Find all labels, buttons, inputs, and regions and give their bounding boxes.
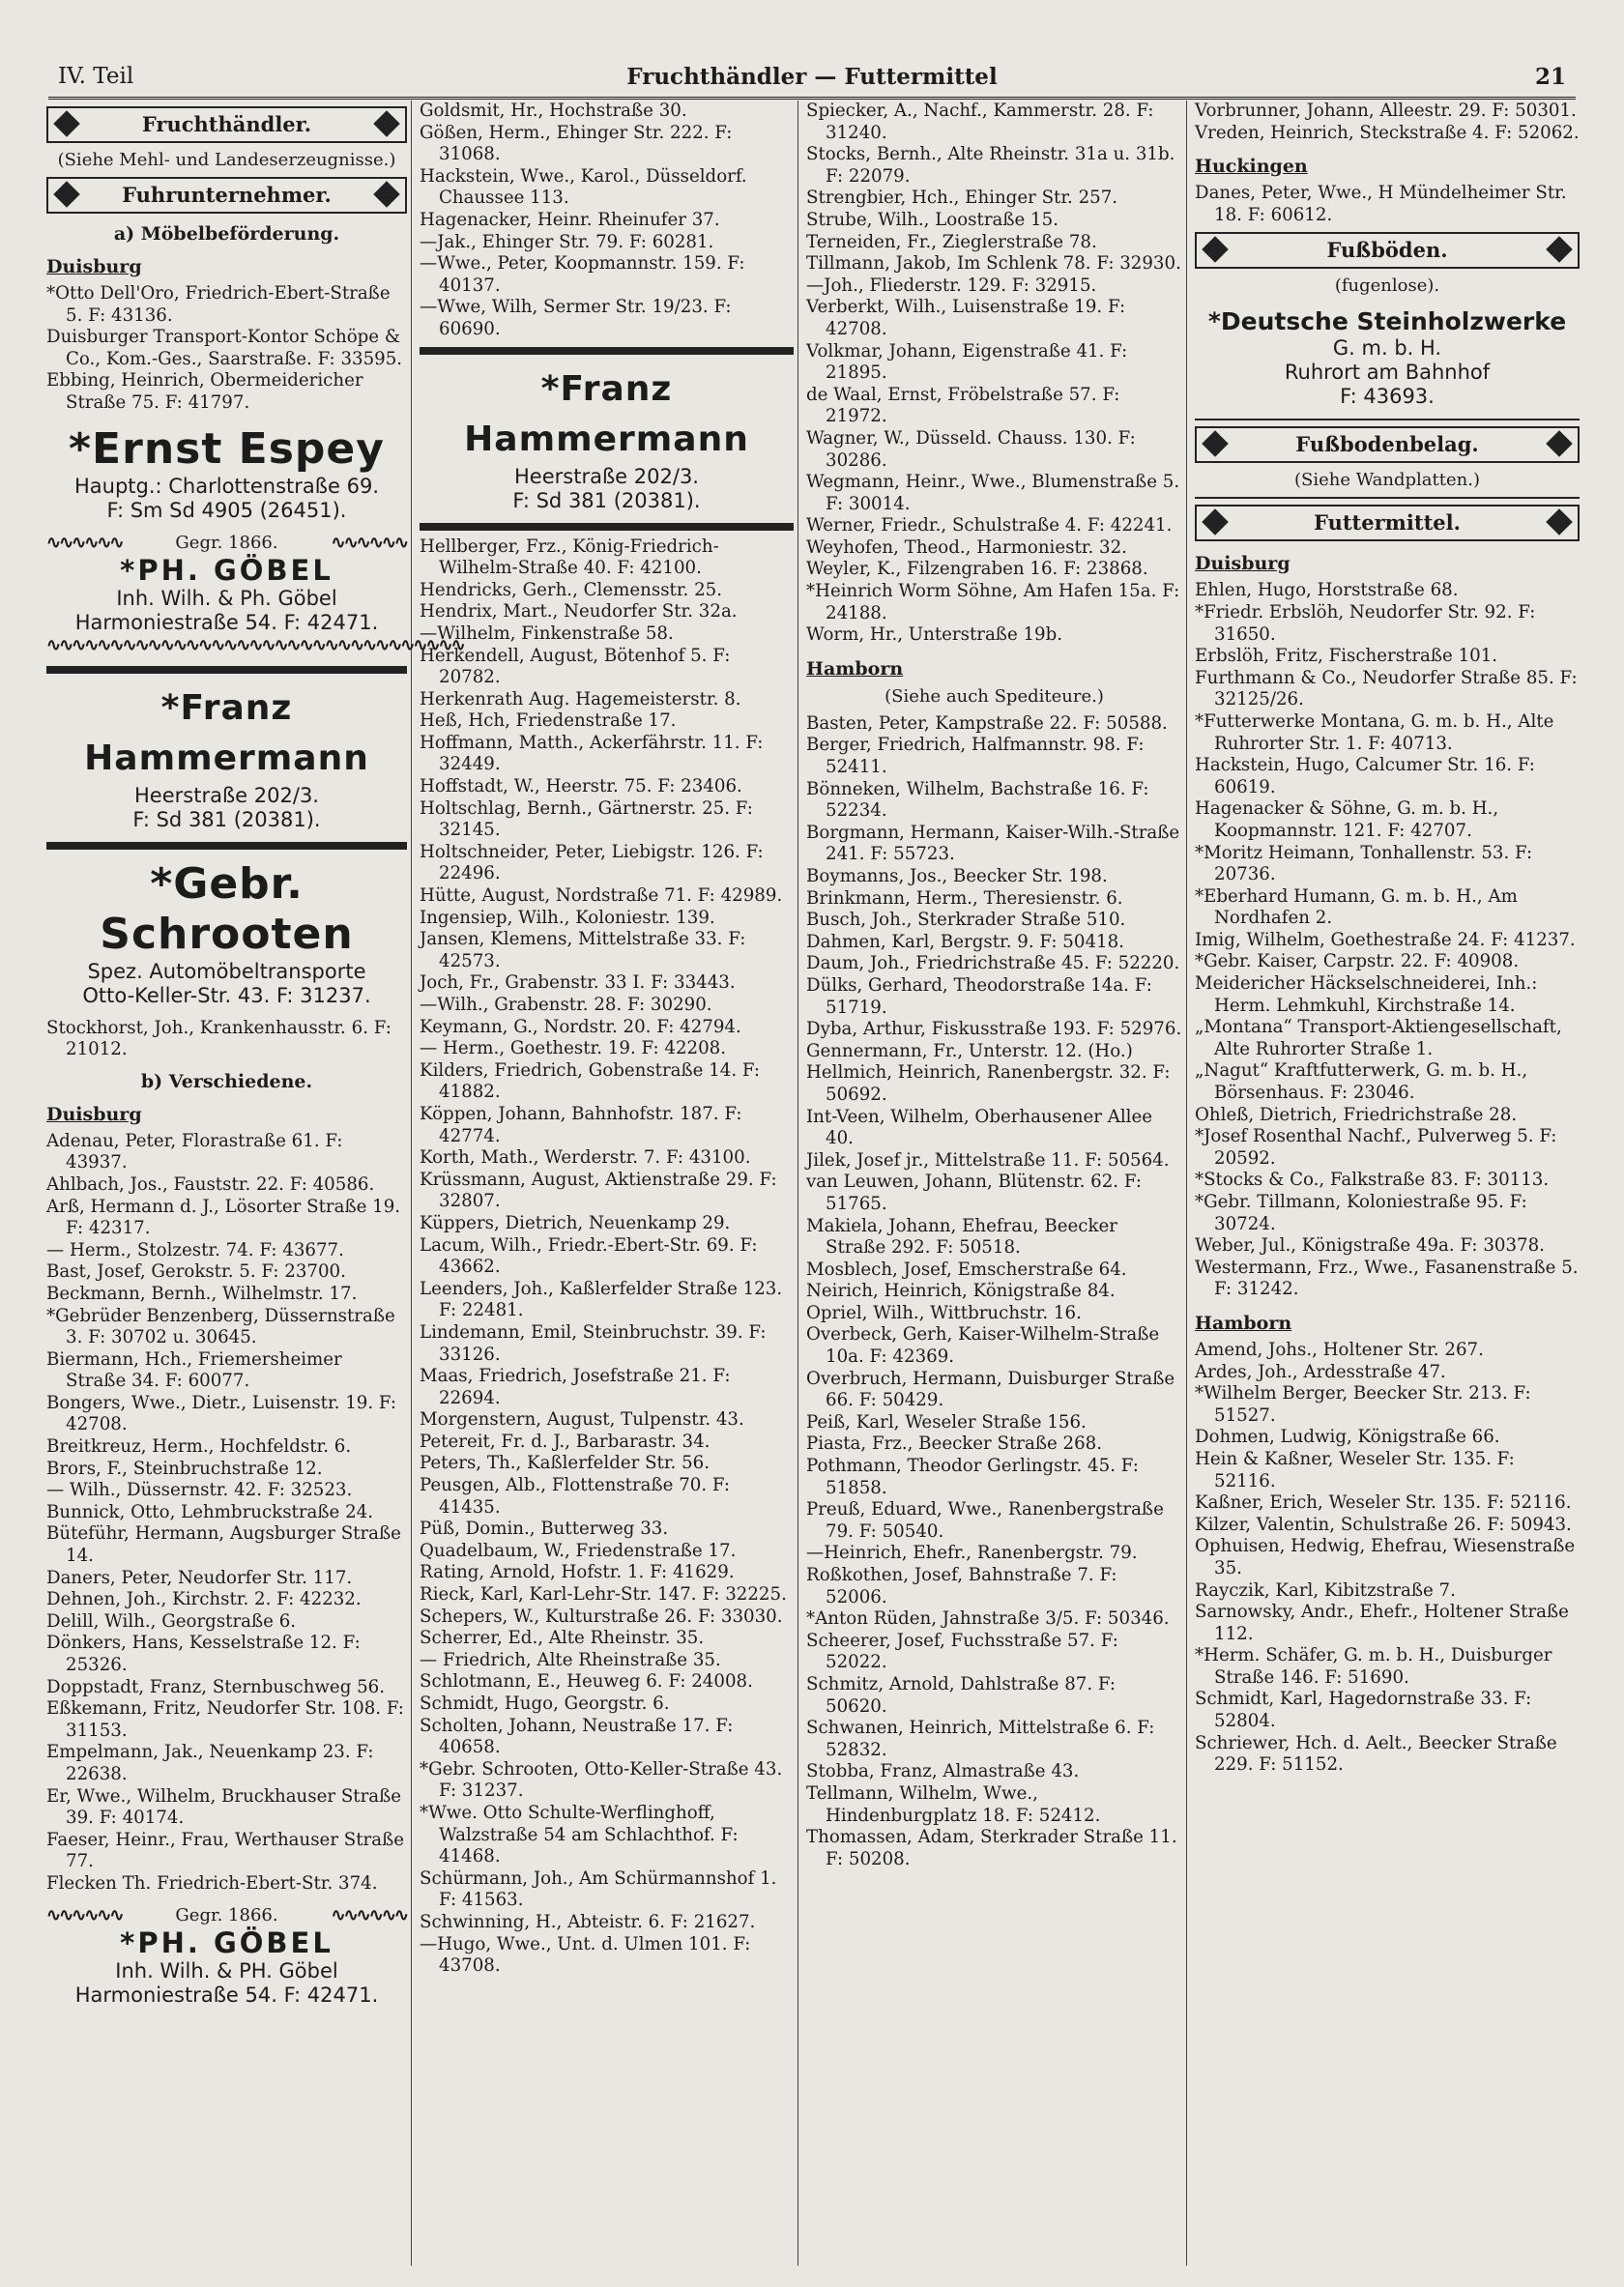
directory-entry: Krüssmann, August, Aktienstraße 29. F: 32807.	[420, 1169, 777, 1212]
directory-entry: Püß, Domin., Butterweg 33.	[420, 1519, 669, 1540]
directory-entry: Opriel, Wilh., Wittbruchstr. 16.	[806, 1302, 1082, 1323]
directory-entry: Strengbier, Hch., Ehinger Str. 257.	[806, 188, 1118, 209]
directory-entry: de Waal, Ernst, Fröbelstraße 57. F: 21972.	[806, 384, 1120, 427]
directory-entry: Tillmann, Jakob, Im Schlenk 78. F: 32930.	[806, 253, 1181, 275]
directory-entry: Büteführ, Hermann, Augsburger Straße 14.	[46, 1523, 401, 1567]
city-heading: Duisburg	[46, 1103, 142, 1125]
directory-entry: Piasta, Frz., Beecker Straße 268.	[806, 1433, 1103, 1455]
directory-entry: Hoffstadt, W., Heerstr. 75. F: 23406.	[420, 776, 742, 797]
directory-entry: Scheerer, Josef, Fuchsstraße 57. F: 52022.	[806, 1630, 1118, 1673]
directory-entry: *Heinrich Worm Söhne, Am Hafen 15a. F: 24188.	[806, 581, 1180, 623]
directory-entry: Worm, Hr., Unterstraße 19b.	[806, 624, 1063, 646]
column-4	[1191, 101, 1583, 2266]
directory-entry: *Anton Rüden, Jahnstraße 3/5. F: 50346.	[806, 1608, 1170, 1630]
directory-entry: Vorbrunner, Johann, Alleestr. 29. F: 50301.	[1195, 101, 1577, 121]
directory-entry: Ebbing, Heinrich, Obermeidericher Straße 75. F: 41797.	[46, 370, 363, 413]
directory-entry: Doppstadt, Franz, Sternbuschweg 56.	[46, 1676, 386, 1697]
ad-line: G. m. b. H.	[1332, 336, 1442, 361]
directory-entry: Meidericher Häckselschneiderei, Inh.: Herm. Lehmkuhl, Kirchstraße 14.	[1195, 973, 1538, 1016]
directory-entry: Terneiden, Fr., Zieglerstraße 78.	[806, 231, 1097, 252]
directory-entry: Gößen, Herm., Ehinger Str. 222. F: 31068.	[420, 122, 733, 165]
directory-entry: Rating, Arnold, Hofstr. 1. F: 41629.	[420, 1562, 735, 1583]
directory-entry: Amend, Johs., Holtener Str. 267.	[1195, 1339, 1484, 1360]
directory-entry: *Gebr. Schrooten, Otto-Keller-Straße 43. F: 31237.	[420, 1758, 783, 1802]
directory-entry: Weber, Jul., Königstraße 49a. F: 30378.	[1195, 1235, 1545, 1257]
directory-entry: Schmitz, Arnold, Dahlstraße 87. F: 50620.	[806, 1673, 1116, 1717]
ad-line: Inh. Wilh. & Ph. Göbel	[116, 586, 337, 610]
directory-entry: Strube, Wilh., Loostraße 15.	[806, 209, 1058, 230]
directory-entry: Dönkers, Hans, Kesselstraße 12. F: 25326.	[46, 1633, 361, 1675]
directory-entry: Roßkothen, Josef, Bahnstraße 7. F: 52006.	[806, 1565, 1117, 1607]
cross-reference: (Siehe Mehl- und Landeserzeugnisse.)	[57, 150, 396, 170]
ad-line: Hauptg.: Charlottenstraße 69.	[73, 474, 380, 498]
directory-entry: Köppen, Johann, Bahnhofstr. 187. F: 42774.	[420, 1103, 742, 1146]
directory-entry: Dohmen, Ludwig, Königstraße 66.	[1195, 1427, 1500, 1448]
ad-name: *Franz Hammermann	[84, 687, 369, 778]
directory-entry: Hein & Kaßner, Weseler Str. 135. F: 52116.	[1195, 1448, 1515, 1491]
directory-entry: Brors, F., Steinbruchstraße 12.	[46, 1458, 323, 1479]
category-heading: Fußböden.	[1195, 232, 1580, 269]
directory-entry: *Wwe. Otto Schulte-Werflinghoff, Walzstraße 54 am Schlachthof. F: 41468.	[420, 1802, 739, 1867]
ad-ornament-row	[46, 533, 407, 554]
entry-list	[46, 1018, 407, 1061]
directory-entry: Kilzer, Valentin, Schulstraße 26. F: 50943.	[1195, 1514, 1572, 1535]
page-header	[48, 60, 1576, 100]
directory-entry: Overbeck, Gerh, Kaiser-Wilhelm-Straße 10a. F: 42369.	[806, 1324, 1160, 1368]
directory-entry: van Leuwen, Johann, Blütenstr. 62. F: 51765.	[806, 1172, 1142, 1214]
directory-entry: Morgenstern, August, Tulpenstr. 43.	[420, 1409, 744, 1431]
directory-entry: Schwinning, H., Abteistr. 6. F: 21627.	[420, 1911, 756, 1932]
directory-entry: Wegmann, Heinr., Wwe., Blumenstraße 5. F: 30014.	[806, 472, 1180, 514]
directory-entry: Weyhofen, Theod., Harmoniestr. 32.	[806, 536, 1127, 558]
directory-entry: Danes, Peter, Wwe., H Mündelheimer Str. 18. F: 60612.	[1195, 183, 1567, 225]
directory-entry: *Gebr. Kaiser, Carpstr. 22. F: 40908.	[1195, 951, 1520, 972]
directory-entry: —Wwe, Wilh, Sermer Str. 19/23. F: 60690.	[420, 297, 732, 339]
advertisement	[46, 532, 464, 656]
directory-entry: Spiecker, A., Nachf., Kammerstr. 28. F: 31240.	[806, 101, 1154, 143]
directory-entry: *Otto Dell'Oro, Friedrich-Ebert-Straße 5. F: 43136.	[46, 283, 391, 326]
directory-entry: Ehlen, Hugo, Horststraße 68.	[1195, 580, 1459, 601]
directory-entry: Stocks, Bernh., Alte Rheinstr. 31a u. 31b. F: 22079.	[806, 144, 1175, 187]
directory-entry: Bast, Josef, Gerokstr. 5. F: 23700.	[46, 1261, 346, 1283]
directory-entry: Quadelbaum, W., Friedenstraße 17.	[420, 1540, 737, 1561]
divider-bar	[46, 666, 407, 674]
directory-entry: Busch, Joh., Sterkrader Straße 510.	[806, 910, 1126, 931]
directory-entry: Overbruch, Hermann, Duisburger Straße 66. F: 50429.	[806, 1368, 1175, 1411]
directory-entry: *Josef Rosenthal Nachf., Pulverweg 5. F: 20592.	[1195, 1126, 1557, 1169]
directory-entry: Brinkmann, Herm., Theresienstr. 6.	[806, 887, 1123, 909]
ad-ornament-row	[46, 1905, 407, 1926]
directory-entry: Bönneken, Wilhelm, Bachstraße 16. F: 52234.	[806, 778, 1149, 822]
directory-entry: Peters, Th., Kaßlerfelder Str. 56.	[420, 1453, 710, 1474]
directory-entry: Dahmen, Karl, Bergstr. 9. F: 50418.	[806, 931, 1124, 952]
entry-list	[420, 536, 794, 1978]
directory-entry: Maas, Friedrich, Josefstraße 21. F: 22694.	[420, 1366, 731, 1408]
directory-entry: *Moritz Heimann, Tonhallenstr. 53. F: 20736.	[1195, 842, 1533, 885]
ad-line: Ruhrort am Bahnhof	[1284, 361, 1491, 385]
entry-list	[1195, 101, 1580, 144]
directory-entry: Küppers, Dietrich, Neuenkamp 29.	[420, 1212, 731, 1233]
directory-entry: Tellmann, Wilhelm, Wwe., Hindenburgplatz 18. F: 52412.	[806, 1782, 1101, 1826]
directory-entry: Borgmann, Hermann, Kaiser-Wilh.-Straße 241. F: 55723.	[806, 822, 1180, 865]
city-heading: Huckingen	[1195, 156, 1308, 178]
directory-entry: Hellmich, Heinrich, Ranenbergstr. 32. F: 50692.	[806, 1062, 1171, 1105]
ad-name: *Ernst Espey	[69, 423, 385, 474]
section-label: IV. Teil	[58, 64, 134, 89]
directory-entry: Bongers, Wwe., Dietr., Luisenstr. 19. F: 42708.	[46, 1392, 397, 1435]
ad-name: *PH. GÖBEL	[120, 1925, 334, 1959]
cross-reference: (Siehe auch Spediteure.)	[884, 685, 1104, 707]
directory-entry: Biermann, Hch., Friemersheimer Straße 34. F: 60077.	[46, 1348, 342, 1392]
directory-entry: „Nagut“ Kraftfutterwerk, G. m. b. H., Börsenhaus. F: 23046.	[1195, 1060, 1528, 1104]
wave-ornament: ∿∿∿∿∿∿	[331, 1904, 407, 1925]
directory-entry: Schwanen, Heinrich, Mittelstraße 6. F: 52832.	[806, 1718, 1155, 1760]
ad-line: Heerstraße 202/3.	[134, 783, 319, 807]
directory-entry: Ahlbach, Jos., Fauststr. 22. F: 40586.	[46, 1173, 375, 1195]
directory-entry: Er, Wwe., Wilhelm, Bruckhauser Straße 39. F: 40174.	[46, 1785, 402, 1829]
wave-ornament: ∿∿∿∿∿∿	[331, 532, 407, 553]
running-title: Fruchthändler — Futtermittel	[626, 64, 998, 90]
directory-entry: Kaßner, Erich, Weseler Str. 135. F: 52116.	[1195, 1492, 1572, 1514]
directory-entry: Westermann, Frz., Wwe., Fasanenstraße 5. F: 31242.	[1195, 1257, 1579, 1300]
subcategory-heading: a) Möbelbeförderung.	[113, 223, 340, 245]
directory-entry: Ingensiep, Wilh., Koloniestr. 139.	[420, 907, 715, 928]
directory-entry: Rieck, Karl, Karl-Lehr-Str. 147. F: 32225.	[420, 1584, 787, 1606]
ad-line: F: Sd 381 (20381).	[512, 488, 701, 512]
advertisement	[46, 424, 407, 523]
city-heading: Hamborn	[1195, 1312, 1292, 1334]
directory-entry: Duisburger Transport-Kontor Schöpe & Co., Kom.-Ges., Saarstraße. F: 33595.	[46, 327, 403, 369]
ad-year: Gegr. 1866.	[175, 532, 278, 553]
directory-entry: Basten, Peter, Kampstraße 22. F: 50588.	[806, 712, 1168, 734]
directory-entry: Preuß, Eduard, Wwe., Ranenbergstraße 79. F: 50540.	[806, 1499, 1164, 1542]
ad-line: Spez. Automöbeltransporte	[87, 959, 366, 983]
directory-entry: Keymann, G., Nordstr. 20. F: 42794.	[420, 1016, 741, 1037]
advertisement	[46, 683, 407, 832]
directory-entry: — Wilh., Düssernstr. 42. F: 32523.	[46, 1480, 353, 1501]
ad-line: F: Sd 381 (20381).	[132, 807, 321, 831]
directory-entry: Bunnick, Otto, Lehmbruckstraße 24.	[46, 1501, 373, 1522]
directory-entry: Kilders, Friedrich, Gobenstraße 14. F: 41882.	[420, 1059, 761, 1103]
directory-entry: Holtschlag, Bernh., Gärtnerstr. 25. F: 32145.	[420, 797, 753, 841]
directory-entry: —Joh., Fliederstr. 129. F: 32915.	[806, 275, 1097, 296]
directory-entry: Ardes, Joh., Ardesstraße 47.	[1195, 1361, 1446, 1382]
directory-entry: Lindemann, Emil, Steinbruchstr. 39. F: 33126.	[420, 1321, 767, 1365]
directory-entry: Hagenacker & Söhne, G. m. b. H., Koopmannstr. 121. F: 42707.	[1195, 798, 1499, 841]
divider-rule	[1195, 497, 1580, 499]
category-heading: Futtermittel.	[1195, 505, 1580, 541]
directory-entry: Gennermann, Fr., Unterstr. 12. (Ho.)	[806, 1040, 1133, 1061]
directory-entry: Mosblech, Josef, Emscherstraße 64.	[806, 1259, 1127, 1280]
category-heading: Fruchthändler.	[46, 106, 407, 143]
directory-entry: Stockhorst, Joh., Krankenhausstr. 6. F: 21012.	[46, 1017, 392, 1060]
advertisement	[46, 859, 407, 1008]
column-3	[802, 101, 1187, 2266]
ad-name: *PH. GÖBEL	[120, 553, 334, 587]
directory-entry: Delill, Wilh., Georgstraße 6.	[46, 1610, 297, 1632]
directory-entry: Peusgen, Alb., Flottenstraße 70. F: 41435.	[420, 1475, 731, 1518]
directory-entry: —Wwe., Peter, Koopmannstr. 159. F: 40137.	[420, 253, 745, 296]
directory-entry: —Wilhelm, Finkenstraße 58.	[420, 622, 674, 644]
directory-entry: Leenders, Joh., Kaßlerfelder Straße 123. F: 22481.	[420, 1278, 783, 1321]
directory-entry: Sarnowsky, Andr., Ehefr., Holtener Straße 112.	[1195, 1602, 1569, 1644]
entry-list	[46, 1131, 407, 1896]
directory-entry: Schepers, W., Kulturstraße 26. F: 33030.	[420, 1606, 783, 1627]
directory-entry: Joch, Fr., Grabenstr. 33 I. F: 33443.	[420, 972, 736, 994]
divider-bar	[46, 842, 407, 850]
directory-entry: Pothmann, Theodor Gerlingstr. 45. F: 51858.	[806, 1456, 1139, 1498]
directory-entry: Empelmann, Jak., Neuenkamp 23. F: 22638.	[46, 1742, 374, 1784]
ad-line: F: Sm Sd 4905 (26451).	[106, 498, 347, 522]
directory-entry: Adenau, Peter, Florastraße 61. F: 43937.	[46, 1130, 343, 1173]
directory-entry: Dülks, Gerhard, Theodorstraße 14a. F: 51719.	[806, 974, 1152, 1018]
directory-entry: Vreden, Heinrich, Steckstraße 4. F: 52062.	[1195, 122, 1580, 143]
directory-entry: —Jak., Ehinger Str. 79. F: 60281.	[420, 231, 714, 252]
page-number: 21	[1534, 64, 1566, 90]
directory-entry: *Eberhard Humann, G. m. b. H., Am Nordhafen 2.	[1195, 885, 1518, 929]
directory-entry: Peiß, Karl, Weseler Straße 156.	[806, 1411, 1087, 1433]
city-heading: Duisburg	[46, 256, 142, 277]
directory-entry: Verberkt, Wilh., Luisenstraße 19. F: 42708.	[806, 297, 1126, 339]
directory-entry: Neirich, Heinrich, Königstraße 84.	[806, 1281, 1116, 1302]
directory-entry: „Montana“ Transport-Aktiengesellschaft, Alte Ruhrorter Straße 1.	[1195, 1017, 1562, 1059]
directory-entry: *Wilhelm Berger, Beecker Str. 213. F: 51527.	[1195, 1383, 1531, 1426]
entry-list	[1195, 580, 1580, 1301]
directory-entry: Imig, Wilhelm, Goethestraße 24. F: 41237.	[1195, 929, 1576, 950]
column-2	[416, 101, 798, 2266]
wave-ornament: ∿∿∿∿∿∿	[46, 1904, 123, 1925]
directory-entry: —Heinrich, Ehefr., Ranenbergstr. 79.	[806, 1543, 1138, 1564]
directory-entry: Hendrix, Mart., Neudorfer Str. 32a.	[420, 601, 738, 622]
directory-entry: Wagner, W., Düsseld. Chauss. 130. F: 30286.	[806, 427, 1136, 471]
directory-entry: Hendricks, Gerh., Clemensstr. 25.	[420, 579, 723, 600]
directory-entry: Korth, Math., Werderstr. 7. F: 43100.	[420, 1147, 751, 1169]
wave-ornament: ∿∿∿∿∿∿	[46, 532, 123, 553]
ad-line: Harmoniestraße 54. F: 42471.	[74, 610, 379, 634]
city-heading: Hamborn	[806, 657, 904, 680]
directory-entry: — Herm., Goethestr. 19. F: 42208.	[420, 1038, 727, 1059]
divider-rule	[1195, 419, 1580, 420]
directory-entry: Makiela, Johann, Ehefrau, Beecker Straße 292. F: 50518.	[806, 1215, 1117, 1259]
directory-entry: —Wilh., Grabenstr. 28. F: 30290.	[420, 995, 712, 1015]
cross-reference: (Siehe Wandplatten.)	[1294, 470, 1480, 491]
entry-list	[420, 101, 794, 341]
directory-entry: Boymanns, Jos., Beecker Str. 198.	[806, 866, 1108, 886]
directory-entry: Hagenacker, Heinr. Rheinufer 37.	[420, 209, 720, 230]
ad-line: Heerstraße 202/3.	[514, 464, 699, 488]
directory-entry: Jansen, Klemens, Mittelstraße 33. F: 42573.	[420, 929, 746, 971]
directory-entry: Breitkreuz, Herm., Hochfeldstr. 6.	[46, 1436, 352, 1458]
advertisement	[46, 1905, 407, 2008]
entry-list	[806, 101, 1182, 647]
directory-entry: Hackstein, Wwe., Karol., Düsseldorf. Chaussee 113.	[420, 165, 747, 209]
directory-entry: Scherrer, Ed., Alte Rheinstr. 35.	[420, 1628, 705, 1649]
column-1	[43, 101, 464, 2266]
directory-entry: Furthmann & Co., Neudorfer Straße 85. F: 32125/26.	[1195, 667, 1578, 710]
directory-entry: *Gebrüder Benzenberg, Düssernstraße 3. F: 30702 u. 30645.	[46, 1305, 395, 1348]
ad-name: *Franz Hammermann	[464, 368, 749, 459]
directory-entry: Hackstein, Hugo, Calcumer Str. 16. F: 60619.	[1195, 755, 1535, 797]
ad-line: Inh. Wilh. & PH. Göbel	[115, 1958, 338, 1983]
ad-line: Otto-Keller-Str. 43. F: 31237.	[82, 983, 371, 1007]
ad-name: *Deutsche Steinholzwerke	[1207, 307, 1567, 336]
directory-entry: Heß, Hch, Friedenstraße 17.	[420, 710, 677, 732]
directory-entry: Schlotmann, E., Heuweg 6. F: 24008.	[420, 1671, 753, 1693]
directory-entry: Hellberger, Frz., König-Friedrich-Wilhelm-Straße 40. F: 42100.	[420, 536, 719, 579]
directory-entry: — Friedrich, Alte Rheinstraße 35.	[420, 1649, 721, 1670]
directory-entry: Beckmann, Bernh., Wilhelmstr. 17.	[46, 1283, 358, 1304]
city-heading: Duisburg	[1195, 553, 1290, 575]
directory-entry: Daners, Peter, Neudorfer Str. 117.	[46, 1567, 353, 1588]
directory-entry: Hütte, August, Nordstraße 71. F: 42989.	[420, 885, 783, 907]
directory-entry: Thomassen, Adam, Sterkrader Straße 11. F: 50208.	[806, 1827, 1177, 1869]
directory-entry: *Herm. Schäfer, G. m. b. H., Duisburger Straße 146. F: 51690.	[1195, 1645, 1552, 1688]
directory-entry: Weyler, K., Filzengraben 16. F: 23868.	[806, 559, 1148, 580]
directory-entry: Erbslöh, Fritz, Fischerstraße 101.	[1195, 646, 1498, 667]
directory-entry: —Hugo, Wwe., Unt. d. Ulmen 101. F: 43708.	[420, 1933, 751, 1977]
directory-entry: Schürmann, Joh., Am Schürmannshof 1. F: 41563.	[420, 1867, 777, 1911]
directory-entry: Dyba, Arthur, Fiskusstraße 193. F: 52976.	[806, 1019, 1182, 1040]
advertisement	[1195, 306, 1580, 409]
directory-entry: Int-Veen, Wilhelm, Oberhausener Allee 40.	[806, 1106, 1153, 1149]
directory-entry: Ophuisen, Hedwig, Ehefrau, Wiesenstraße 35.	[1195, 1536, 1576, 1578]
directory-entry: Arß, Hermann d. J., Lösorter Straße 19. F: 42317.	[46, 1196, 401, 1239]
divider-bar	[420, 347, 794, 355]
directory-entry: Scholten, Johann, Neustraße 17. F: 40658.	[420, 1715, 734, 1758]
directory-entry: Daum, Joh., Friedrichstraße 45. F: 52220.	[806, 953, 1180, 974]
directory-entry: Volkmar, Johann, Eigenstraße 41. F: 21895.	[806, 340, 1128, 384]
cross-reference: (fugenlose).	[1334, 275, 1440, 297]
directory-entry: Schmidt, Hugo, Georgstr. 6.	[420, 1694, 670, 1714]
directory-entry: Hoffmann, Matth., Ackerfährstr. 11. F: 32449.	[420, 732, 764, 775]
directory-entry: *Stocks & Co., Falkstraße 83. F: 30113.	[1195, 1170, 1550, 1191]
ad-name: *Gebr. Schrooten	[100, 858, 354, 959]
directory-entry: Jilek, Josef jr., Mittelstraße 11. F: 50564.	[806, 1149, 1170, 1171]
directory-entry: *Futterwerke Montana, G. m. b. H., Alte Ruhrorter Str. 1. F: 40713.	[1195, 710, 1554, 754]
ad-line: F: 43693.	[1340, 385, 1435, 409]
entry-list	[46, 283, 407, 415]
directory-entry: Eßkemann, Fritz, Neudorfer Str. 108. F: 31153.	[46, 1698, 404, 1741]
subcategory-heading: b) Verschiedene.	[140, 1070, 313, 1092]
directory-entry: Berger, Friedrich, Halfmannstr. 98. F: 52411.	[806, 735, 1145, 778]
entry-list	[806, 713, 1182, 1870]
divider-bar	[420, 523, 794, 531]
ad-line: Harmoniestraße 54. F: 42471.	[74, 1983, 379, 2007]
directory-entry: Dehnen, Joh., Kirchstr. 2. F: 42232.	[46, 1589, 362, 1610]
directory-entry: Herkenrath Aug. Hagemeisterstr. 8.	[420, 688, 741, 709]
category-heading: Fuhrunternehmer.	[46, 177, 407, 214]
ad-year: Gegr. 1866.	[175, 1904, 278, 1925]
directory-entry: *Gebr. Tillmann, Koloniestraße 95. F: 30724.	[1195, 1192, 1527, 1234]
directory-entry: Ohleß, Dietrich, Friedrichstraße 28.	[1195, 1104, 1518, 1125]
directory-entry: Flecken Th. Friedrich-Ebert-Str. 374.	[46, 1872, 378, 1894]
directory-entry: Schriewer, Hch. d. Aelt., Beecker Straße 229. F: 51152.	[1195, 1732, 1557, 1776]
directory-entry: Petereit, Fr. d. J., Barbarastr. 34.	[420, 1431, 710, 1452]
directory-entry: — Herm., Stolzestr. 74. F: 43677.	[46, 1239, 344, 1260]
wave-ornament: ∿∿∿∿∿∿∿∿∿∿∿∿∿∿∿∿∿∿∿∿∿∿∿∿∿∿∿∿∿∿∿∿∿	[46, 634, 464, 655]
entry-list	[1195, 183, 1580, 226]
advertisement	[420, 364, 794, 513]
directory-entry: Rayczik, Karl, Kibitzstraße 7.	[1195, 1579, 1456, 1601]
directory-entry: *Friedr. Erbslöh, Neudorfer Str. 92. F: 31650.	[1195, 601, 1536, 645]
directory-entry: Faeser, Heinr., Frau, Werthauser Straße 77.	[46, 1829, 405, 1872]
directory-entry: Goldsmit, Hr., Hochstraße 30.	[420, 101, 687, 121]
directory-entry: Lacum, Wilh., Friedr.-Ebert-Str. 69. F: 43662.	[420, 1234, 758, 1278]
category-heading: Fußbodenbelag.	[1195, 426, 1580, 463]
directory-entry: Stobba, Franz, Almastraße 43.	[806, 1761, 1080, 1782]
entry-list	[1195, 1340, 1580, 1777]
directory-entry: Werner, Friedr., Schulstraße 4. F: 42241.	[806, 515, 1173, 536]
directory-entry: Schmidt, Karl, Hagedornstraße 33. F: 52804.	[1195, 1689, 1532, 1732]
directory-entry: Holtschneider, Peter, Liebigstr. 126. F: 22496.	[420, 841, 764, 884]
directory-entry: Herkendell, August, Bötenhof 5. F: 20782.	[420, 645, 731, 688]
